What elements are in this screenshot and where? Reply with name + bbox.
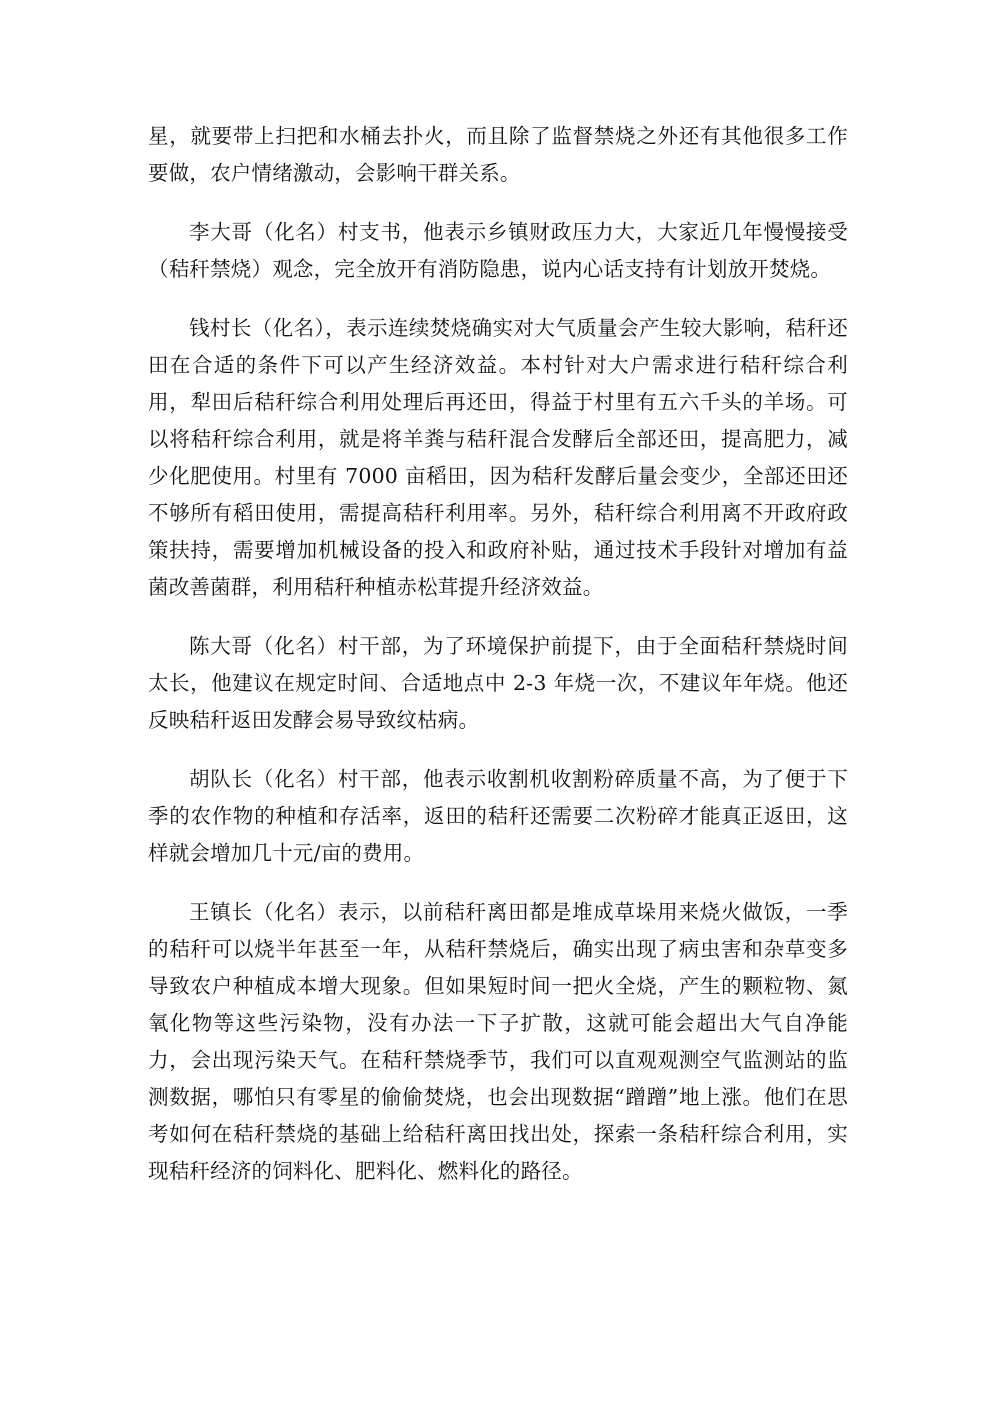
paragraph-continuation: 星，就要带上扫把和水桶去扑火，而且除了监督禁烧之外还有其他很多工作要做，农户情绪激动，会影响干群关系。 [148, 124, 848, 185]
paragraph-wang-zhenzhang: 王镇长（化名）表示，以前秸秆离田都是堆成草垛用来烧火做饭，一季的秸秆可以烧半年甚至一年，从秸秆禁烧后，确实出现了病虫害和杂草变多导致农户种植成本增大现象。但如果短时间一把火全烧，产生的颗粒物、氮氧化物等这些污染物，没有办法一下子扩散，这就可能会超出大气自净能力，会出现污染天气。在秸秆禁烧季节，我们可以直观观测空气监测站的监测数据，哪怕只有零星的偷偷焚烧，也会出现数据“蹭蹭”地上涨。他们在思考如何在秸秆禁烧的基础上给秸秆离田找出处，探索一条秸秆综合利用，实现秸秆经济的饲料化、肥料化、燃料化的路径。 [148, 900, 848, 1183]
paragraph-hu-duizhang: 胡队长（化名）村干部，他表示收割机收割粉碎质量不高，为了便于下季的农作物的种植和存活率，返田的秸秆还需要二次粉碎才能真正返田，这样就会增加几十元/亩的费用。 [148, 767, 848, 865]
paragraph-li-dage: 李大哥（化名）村支书，他表示乡镇财政压力大，大家近几年慢慢接受（秸秆禁烧）观念，完全放开有消防隐患，说内心话支持有计划放开焚烧。 [148, 220, 848, 281]
document-page [148, 118, 848, 1212]
paragraph-chen-dage: 陈大哥（化名）村干部，为了环境保护前提下，由于全面秸秆禁烧时间太长，他建议在规定时间、合适地点中 2-3 年烧一次，不建议年年烧。他还反映秸秆返田发酵会易导致纹枯病。 [148, 634, 848, 732]
paragraph-qian-cunzhang: 钱村长（化名），表示连续焚烧确实对大气质量会产生较大影响，秸秆还田在合适的条件下可以产生经济效益。本村针对大户需求进行秸秆综合利用，犁田后秸秆综合利用处理后再还田，得益于村里有五六千头的羊场。可以将秸秆综合利用，就是将羊粪与秸秆混合发酵后全部还田，提高肥力，减少化肥使用。村里有 7000 亩稻田，因为秸秆发酵后量会变少，全部还田还不够所有稻田使用，需提高秸秆利用率。另外，秸秆综合利用离不开政府政策扶持，需要增加机械设备的投入和政府补贴，通过技术手段针对增加有益菌改善菌群，利用秸秆种植赤松茸提升经济效益。 [148, 316, 848, 599]
